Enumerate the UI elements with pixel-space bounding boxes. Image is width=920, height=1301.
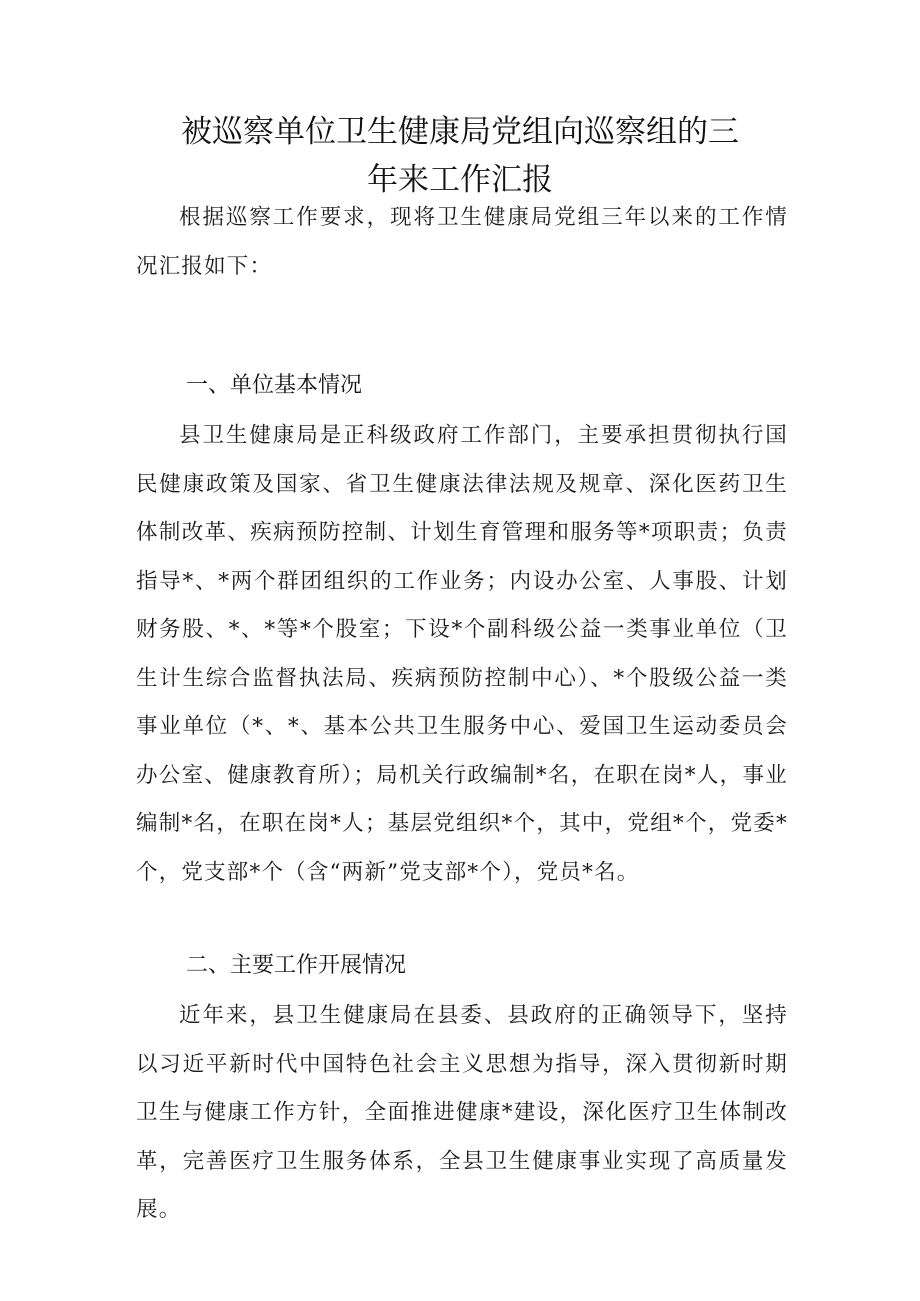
title-line-2: 年来工作汇报 [367,162,553,198]
section-1-heading: 一、单位基本情况 [186,373,363,398]
section-1-body: 县卫生健康局是正科级政府工作部门，主要承担贯彻执行国民健康政策及国家、省卫生健康法律法规及规章、深化医药卫生体制改革、疾病预防控制、计划生育管理和服务等*项职责；负责指导*、*两个群团组织的工作业务；内设办公室、人事股、计划财务股、*、*等*个股室；下设*个副科级公益一类事业单位（卫生计生综合监督执法局、疾病预防控制中心）、*个股级公益一类事业单位（*、*、基本公共卫生服务中心、爱国卫生运动委员会办公室、健康教育所）；局机关行政编制*名，在职在岗*人，事业编制*名，在职在岗*人；基层党组织*个，其中，党组*个，党委*个，党支部*个（含“两新”党支部*个），党员*名。 [136,423,788,885]
section-2-body: 近年来，县卫生健康局在县委、县政府的正确领导下，坚持以习近平新时代中国特色社会主义思想为指导，深入贯彻新时期卫生与健康工作方针，全面推进健康*建设，深化医疗卫生体制改革，完善医疗卫生服务体系，全县卫生健康事业实现了高质量发展。 [136,1003,788,1222]
intro-paragraph: 根据巡察工作要求，现将卫生健康局党组三年以来的工作情况汇报如下： [136,205,788,279]
title-line-1: 被巡察单位卫生健康局党组向巡察组的三 [181,114,739,150]
document-title [100,108,820,204]
section-2-heading: 二、主要工作开展情况 [186,953,407,978]
